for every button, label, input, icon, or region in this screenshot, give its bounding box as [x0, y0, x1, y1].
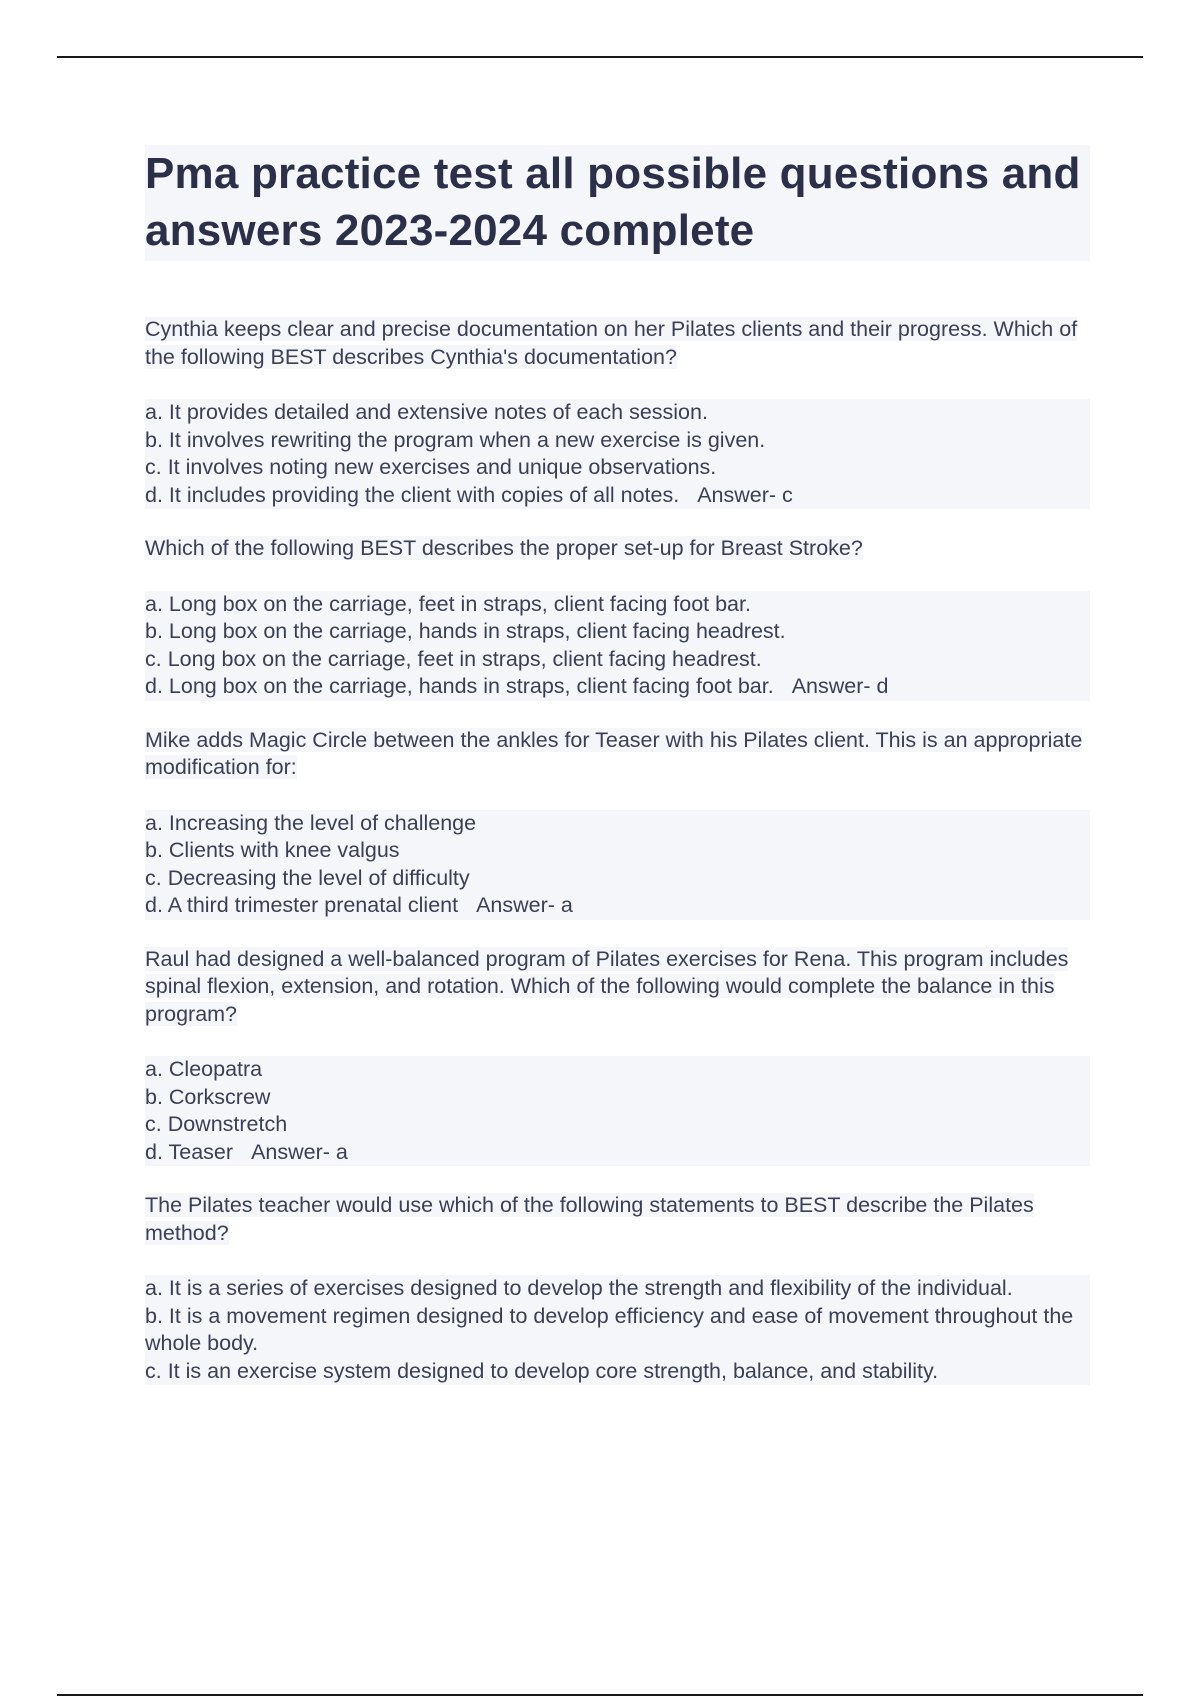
option: b. Long box on the carriage, hands in straps, client facing headrest.: [145, 618, 1090, 646]
option: b. Corkscrew: [145, 1084, 1090, 1112]
option-list: [145, 1275, 1090, 1385]
option: a. Cleopatra: [145, 1056, 1090, 1084]
answer-key: Answer- a: [251, 1139, 348, 1164]
option: a. It is a series of exercises designed to develop the strength and flexibility of the individual.: [145, 1275, 1090, 1303]
option-list: [145, 810, 1090, 920]
document-title: Pma practice test all possible questions and answers 2023-2024 complete: [145, 145, 1090, 261]
option: a. Increasing the level of challenge: [145, 810, 1090, 838]
document-body: [145, 145, 1090, 1411]
question-stem: [145, 535, 1090, 563]
question-item: [145, 316, 1090, 509]
question-stem: [145, 946, 1090, 1029]
option: c. Downstretch: [145, 1111, 1090, 1139]
footer-rule: [57, 1694, 1143, 1696]
option: b. It is a movement regimen designed to develop efficiency and ease of movement throughout the whole body.: [145, 1303, 1090, 1358]
option: d. A third trimester prenatal client: [145, 893, 459, 917]
answer-key: Answer- a: [476, 893, 573, 917]
question-stem: [145, 316, 1090, 371]
option: a. It provides detailed and extensive notes of each session.: [145, 399, 1090, 427]
question-list: [145, 316, 1090, 1385]
option: c. Decreasing the level of difficulty: [145, 865, 1090, 893]
question-item: [145, 727, 1090, 920]
option-with-answer: [145, 673, 1090, 701]
option: d. Long box on the carriage, hands in straps, client facing foot bar.: [145, 674, 774, 698]
option-with-answer: [145, 1139, 1090, 1167]
answer-key: Answer- d: [791, 674, 889, 698]
option-with-answer: [145, 892, 1090, 920]
option: b. It involves rewriting the program when a new exercise is given.: [145, 427, 1090, 455]
question-stem: [145, 1192, 1090, 1247]
question-stem-text: Mike adds Magic Circle between the ankles for Teaser with his Pilates client. This is an appropriate modification for:: [145, 727, 1083, 779]
option-list: [145, 399, 1090, 509]
question-item: [145, 946, 1090, 1167]
option: a. Long box on the carriage, feet in straps, client facing foot bar.: [145, 591, 1090, 619]
question-stem-text: Which of the following BEST describes the proper set-up for Breast Stroke?: [145, 536, 863, 560]
option-with-answer: [145, 482, 1090, 510]
header-rule: [57, 56, 1143, 58]
question-item: [145, 1192, 1090, 1385]
question-item: [145, 535, 1090, 701]
option: d. It includes providing the client with copies of all notes.: [145, 482, 680, 507]
question-stem-text: Cynthia keeps clear and precise documentation on her Pilates clients and their progress. Which of the following BEST describes Cynthia's documentation?: [145, 317, 1078, 369]
answer-key: Answer- c: [697, 482, 793, 507]
option: c. Long box on the carriage, feet in straps, client facing headrest.: [145, 646, 1090, 674]
option: c. It is an exercise system designed to develop core strength, balance, and stability.: [145, 1358, 1090, 1386]
option-list: [145, 1056, 1090, 1166]
question-stem-text: The Pilates teacher would use which of the following statements to BEST describe the Pilates method?: [145, 1193, 1034, 1245]
option: b. Clients with knee valgus: [145, 837, 1090, 865]
question-stem-text: Raul had designed a well-balanced program of Pilates exercises for Rena. This program includes spinal flexion, extension, and rotation. Which of the following would complete the balance in this program?: [145, 946, 1069, 1026]
option-list: [145, 591, 1090, 701]
option: c. It involves noting new exercises and unique observations.: [145, 454, 1090, 482]
question-stem: [145, 727, 1090, 782]
option: d. Teaser: [145, 1139, 234, 1164]
